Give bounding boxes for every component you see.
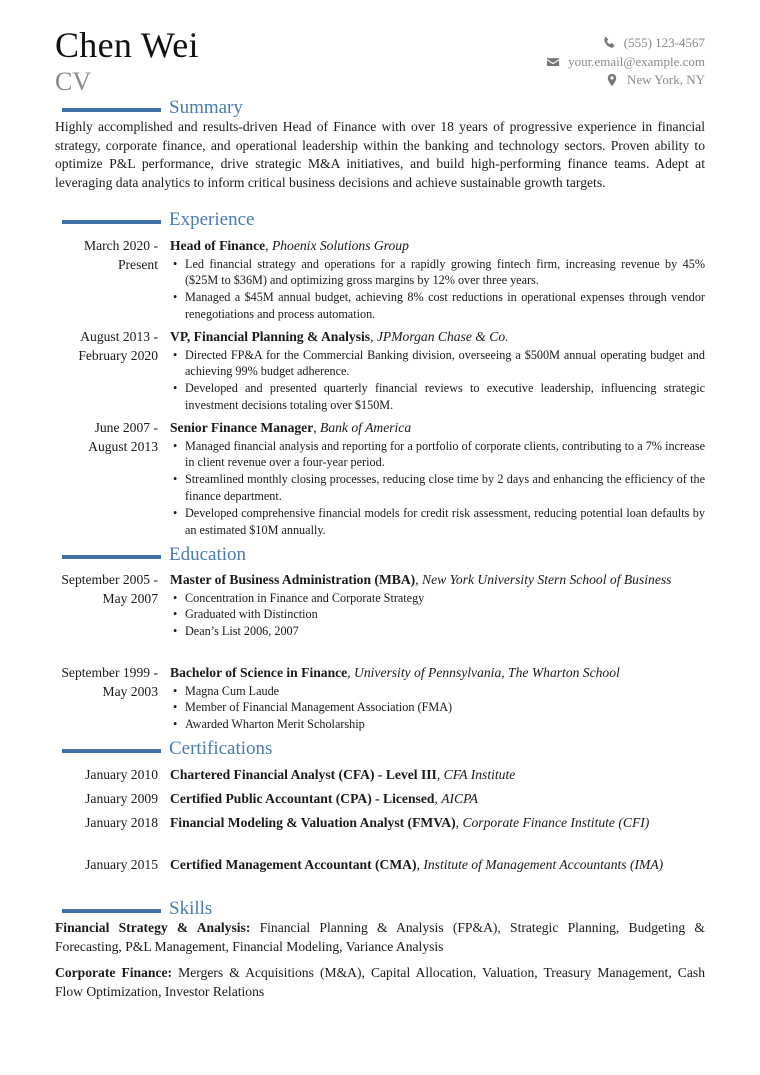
entry-body: VP, Financial Planning & Analysis, JPMorgan Chase & Co. • Directed FP&A for the Commercial Banking division, overseeing a $500M annual operating budget and achieving 99% budget adherence. • Developed and presented quarterly financial reviews to executive leadership, influencing strategic investment decisions totaling over $150M. xyxy=(170,328,705,414)
bullet-item: • Concentration in Finance and Corporate Strategy xyxy=(170,590,705,607)
entry-body: Certified Public Accountant (CPA) - Licensed, AICPA xyxy=(170,791,478,806)
entry-date: January 2010 xyxy=(85,767,158,782)
contact-email xyxy=(546,53,705,72)
entry-role: Certified Public Accountant (CPA) - Licensed xyxy=(170,791,435,806)
entry-date: June 2007 - August 2013 xyxy=(88,420,158,454)
section-rule xyxy=(62,555,161,559)
bullet-item: • Dean’s List 2006, 2007 xyxy=(170,623,705,640)
bullet-item: • Streamlined monthly closing processes, reducing close time by 2 days and enhancing the efficiency of the finance department. xyxy=(170,471,705,505)
bullet-item: • Managed financial analysis and reporting for a portfolio of corporate clients, contributing to a 7% increase in client revenue over a four-year period. xyxy=(170,438,705,472)
entry-date: January 2009 xyxy=(85,791,158,806)
section-title: Certifications xyxy=(169,738,273,759)
document-title: CV xyxy=(55,67,92,96)
section-rule xyxy=(62,108,161,112)
section-title: Education xyxy=(169,544,247,565)
section-rule xyxy=(62,220,161,224)
entry-role: Master of Business Administration (MBA) xyxy=(170,572,416,587)
entry-org: JPMorgan Chase & Co. xyxy=(376,329,509,344)
entry-bullets xyxy=(170,347,705,414)
bullet-item: • Magna Cum Laude xyxy=(170,683,705,700)
entry-date: January 2015 xyxy=(85,857,158,872)
section-education-heading xyxy=(62,545,246,564)
entry-role: Financial Modeling & Valuation Analyst (FMVA) xyxy=(170,815,456,830)
entry-body: Master of Business Administration (MBA), New York University Stern School of Business • Concentration in Finance and Corporate Strategy • Graduated with Distinction • Dean’s List 2006, 2007 xyxy=(170,571,705,640)
entry-org: Bank of America xyxy=(320,420,412,435)
section-skills-heading xyxy=(62,899,212,918)
phone-icon xyxy=(602,36,616,50)
entry-org: Phoenix Solutions Group xyxy=(271,238,409,253)
entry-date: January 2018 xyxy=(85,815,158,830)
envelope-icon xyxy=(546,55,560,69)
entry-body: Senior Finance Manager, Bank of America • Managed financial analysis and reporting for a portfolio of corporate clients, contributing to a 7% increase in client revenue over a four-year period. • Streamlined monthly closing processes, reducing close time by 2 days and enhancing the efficiency of the finance department. • Developed comprehensive financial models for credit risk assessment, reducing potential loan defaults by an estimated $10M annually. xyxy=(170,419,705,538)
bullet-item: • Led financial strategy and operations for a rapidly growing fintech firm, increasing revenue by 45% ($25M to $36M) and optimizing gross margins by 12% over three years. xyxy=(170,256,705,290)
section-certifications-heading xyxy=(62,739,272,758)
entry-org: University of Pennsylvania, The Wharton School xyxy=(354,665,620,680)
section-title: Summary xyxy=(169,97,243,118)
entry-role: Chartered Financial Analyst (CFA) - Level III xyxy=(170,767,437,782)
entry-bullets xyxy=(170,683,705,733)
entry-role: Certified Management Accountant (CMA) xyxy=(170,857,417,872)
skill-group xyxy=(55,919,705,956)
bullet-item: • Developed comprehensive financial models for credit risk assessment, reducing potential loan defaults by an estimated $10M annually. xyxy=(170,505,705,539)
email-link[interactable]: your.email@example.com xyxy=(568,53,705,69)
section-title: Skills xyxy=(169,898,213,919)
entry-org: AICPA xyxy=(441,791,478,806)
bullet-item: • Awarded Wharton Merit Scholarship xyxy=(170,716,705,733)
entry-date: March 2020 - Present xyxy=(84,238,158,272)
entry-org: Institute of Management Accountants (IMA) xyxy=(423,857,664,872)
skill-group-text: Mergers & Acquisitions (M&A), Capital Allocation, Valuation, Treasury Management, Cash Flow Optimization, Investor Relations xyxy=(55,965,705,999)
bullet-item: • Member of Financial Management Association (FMA) xyxy=(170,699,705,716)
bullet-item: • Graduated with Distinction xyxy=(170,606,705,623)
section-rule xyxy=(62,749,161,753)
entry-role: Head of Finance xyxy=(170,238,266,253)
entry-body: Certified Management Accountant (CMA), Institute of Management Accountants (IMA) xyxy=(170,857,664,872)
entry-date: September 2005 - May 2007 xyxy=(61,572,158,606)
skill-group-text: Financial Planning & Analysis (FP&A), Strategic Planning, Budgeting & Forecasting, P&L Management, Financial Modeling, Variance Analysis xyxy=(55,920,705,954)
entry-date: September 1999 - May 2003 xyxy=(61,665,158,699)
bullet-item: • Developed and presented quarterly financial reviews to executive leadership, influencing strategic investment decisions totaling over $150M. xyxy=(170,380,705,414)
section-experience-heading xyxy=(62,210,254,229)
contact-location xyxy=(546,71,705,90)
entry-body: Financial Modeling & Valuation Analyst (FMVA), Corporate Finance Institute (CFI) xyxy=(170,815,650,830)
section-title: Experience xyxy=(169,209,255,230)
phone-text[interactable]: (555) 123-4567 xyxy=(623,35,705,50)
section-summary-heading xyxy=(62,98,243,117)
skill-group xyxy=(55,964,705,1001)
entry-org: CFA Institute xyxy=(443,767,516,782)
location-text: New York, NY xyxy=(626,72,705,87)
entry-body: Chartered Financial Analyst (CFA) - Level III, CFA Institute xyxy=(170,767,516,782)
summary-text: Highly accomplished and results-driven Head of Finance with over 18 years of progressive experience in financial strategy, corporate finance, and operational leadership within the banking and technology sectors. Proven ability to optimize P&L performance, drive strategic M&A initiatives, and build high-performing finance teams. Adept at leveraging data analytics to inform critical business decisions and achieve sustainable growth targets. xyxy=(55,119,705,190)
bullet-item: • Managed a $45M annual budget, achieving 8% cost reductions in operational expenses through vendor renegotiations and process automation. xyxy=(170,289,705,323)
entry-role: VP, Financial Planning & Analysis xyxy=(170,329,371,344)
entry-body: Bachelor of Science in Finance, University of Pennsylvania, The Wharton School • Magna Cum Laude • Member of Financial Management Association (FMA) • Awarded Wharton Merit Scholarship xyxy=(170,664,705,733)
entry-org: Corporate Finance Institute (CFI) xyxy=(462,815,650,830)
entry-date: August 2013 - February 2020 xyxy=(78,329,158,363)
skill-group-label: Corporate Finance: xyxy=(55,965,173,980)
entry-body: Head of Finance, Phoenix Solutions Group • Led financial strategy and operations for a rapidly growing fintech firm, increasing revenue by 45% ($25M to $36M) and optimizing gross margins by 12% over three years. • Managed a $45M annual budget, achieving 8% cost reductions in operational expenses through vendor renegotiations and process automation. xyxy=(170,237,705,323)
candidate-name: Chen Wei xyxy=(55,25,199,65)
skill-group-label: Financial Strategy & Analysis: xyxy=(55,920,251,935)
entry-bullets xyxy=(170,590,705,640)
entry-bullets xyxy=(170,438,705,539)
entry-role: Senior Finance Manager xyxy=(170,420,314,435)
map-pin-icon xyxy=(605,73,619,87)
contact-phone xyxy=(546,34,705,53)
section-rule xyxy=(62,909,161,913)
entry-org: New York University Stern School of Business xyxy=(422,572,672,587)
contact-block xyxy=(546,34,705,90)
entry-role: Bachelor of Science in Finance xyxy=(170,665,348,680)
entry-bullets xyxy=(170,256,705,323)
bullet-item: • Directed FP&A for the Commercial Banking division, overseeing a $500M annual operating budget and achieving 99% budget adherence. xyxy=(170,347,705,381)
